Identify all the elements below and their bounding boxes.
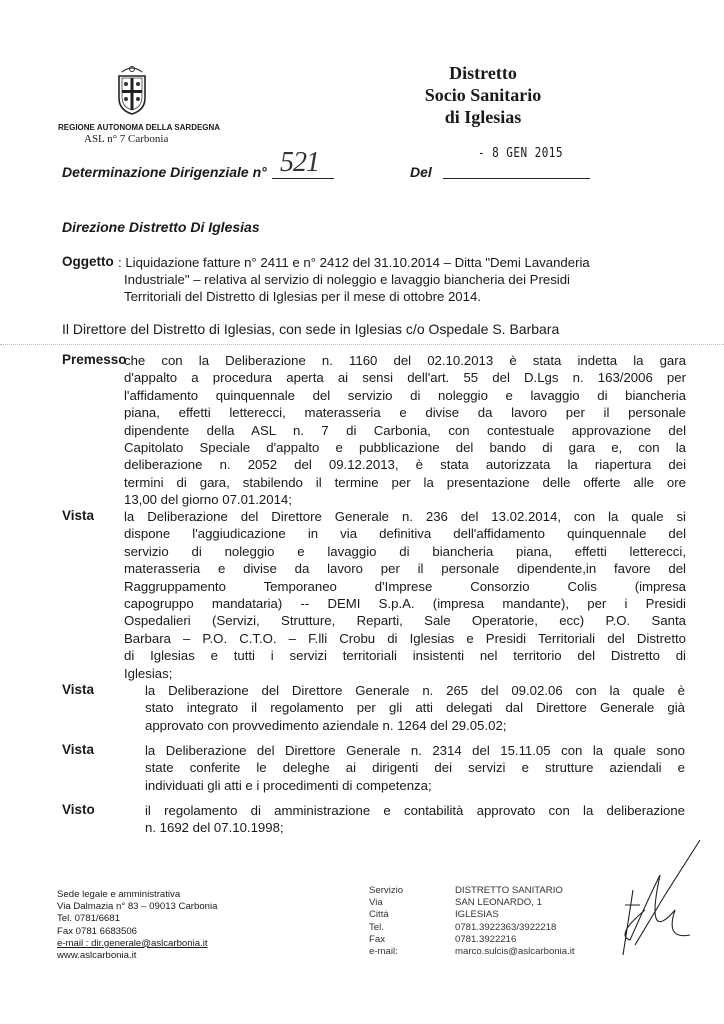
footer-label: Città [369,909,389,921]
direction-heading: Direzione Distretto Di Iglesias [62,219,260,235]
paragraph-line: n. 1692 del 07.10.1998; [145,820,284,836]
footer-label: Servizio [369,885,404,896]
paragraph-line: la Deliberazione del Direttore Generale n. 236 del 13.02.2014, con la quale si [124,509,686,524]
footer-value: 0781.3922363/3922218 [455,921,557,933]
paragraph-line: dispone l'aggiudicazione in via definitiva dell'affidamento quinquennale del [124,526,686,542]
paragraph-line: stato integrato il regolamento per gli atti delegati dal Direttore Generale già [145,700,685,716]
footer-label: Via [369,897,383,909]
paragraph-line: d'appalto a procedura aperta ai sensi dell'art. 55 del D.Lgs n. 163/2006 per [124,370,686,386]
footer-left-line: Tel. 0781/6681 [57,913,120,925]
paragraph-line: Capitolato Speciale d'appalto e pubblicazione del bando di gara e, con la [124,439,686,455]
paragraph-line: capogruppo mandataria) -- DEMI S.p.A. (impresa mandante), per i Presidi [124,595,686,611]
handwritten-signature [605,835,715,965]
footer-service-labels [369,885,403,958]
footer-label: Tel. [369,921,384,933]
footer-left-line: Sede legale e amministrativa [57,889,181,900]
footer-email-link[interactable]: e-mail : dir.generale@aslcarbonia.it [57,937,208,949]
paragraph-line: l'affidamento quinquennale del servizio di noleggio e lavaggio di biancheria [124,387,686,403]
paragraph-line: il regolamento di amministrazione e contabilità approvato con la deliberazione [145,803,685,818]
district-title-line-1: Distretto [449,63,517,83]
subject-line: : Liquidazione fatture n° 2411 e n° 2412 del 31.10.2014 – Ditta "Demi Lavanderia [118,255,590,270]
date-line [443,178,590,179]
region-name: REGIONE AUTONOMA DELLA SARDEGNA [58,123,221,132]
footer-left-line: Fax 0781 6683506 [57,925,138,937]
footer-email-link[interactable]: marco.sulcis@aslcarbonia.it [455,946,575,958]
paragraph-line: la Deliberazione del Direttore Generale n. 2314 del 15.11.05 con la quale sono [145,743,685,758]
paragraph-line: dipendente della ASL n. 7 di Carbonia, con contestuale approvazione del [124,422,686,438]
paragraph-line: individuati gli atti e i procedimenti di competenza; [145,777,432,793]
sardinia-coat-of-arms-logo [114,64,150,116]
paragraph-line: deliberazione n. 2052 del 09.12.2013, è stata autorizzata la riapertura dei [124,457,686,473]
paragraph-line: la Deliberazione del Direttore Generale n. 265 del 09.02.06 con la quale è [145,683,685,698]
subject-line: Industriale" – relativa al servizio di noleggio e lavaggio biancheria dei Presidi [124,272,570,287]
paragraph-line: Ospedalieri (Servizi, Strutture, Reparti, Sale Operatorie, ecc) P.O. Santa [124,613,686,629]
footer-value: 0781.3922216 [455,933,517,945]
paragraph-line: Iglesias; [124,665,173,681]
section-label: Premesso [62,352,127,367]
district-title-line-3: di Iglesias [444,107,522,127]
paragraph-line: di Iglesias e tutti i servizi territoriali insistenti nel territorio del Distretto di [124,648,686,664]
footer-value: IGLESIAS [455,909,499,921]
section-label: Vista [62,742,95,757]
section-paragraph [145,802,685,837]
district-title-line-2: Socio Sanitario [424,85,542,105]
paragraph-line: state conferite le deleghe ai dirigenti dei servizi e strutture aziendali e [145,760,685,776]
paragraph-line: piana, effetti letterecci, materasseria e divise da lavoro per il personale [124,405,686,421]
paragraph-line: 13,00 del giorno 07.01.2014; [124,492,292,508]
section-label: Vista [62,682,95,697]
determination-label: Determinazione Dirigenziale n° [62,164,267,180]
paragraph-line: Raggruppamento Temporaneo d'Imprese Consorzio Colis (impresa [124,578,686,594]
paragraph-line: Barbara – P.O. C.T.O. – F.lli Crobu di Iglesias e Presidi Territoriali del Distretto [124,630,686,646]
footer-service-values [455,885,575,958]
section-paragraph [145,742,685,794]
scan-divider [0,344,724,345]
section-paragraph [124,508,686,682]
subject-text [118,254,590,305]
subject-label: Oggetto [62,254,114,269]
footer-label: Fax [369,933,385,945]
paragraph-line: servizio di noleggio e lavaggio di biancheria piana, effetti letterecci, [124,543,686,559]
paragraph-line: materasseria e divise da lavoro per il personale dipendente,in favore del [124,561,686,577]
del-label: Del [410,164,432,180]
footer-value: DISTRETTO SANITARIO [455,885,563,896]
determination-number: 521 [280,147,319,178]
subject-line: Territoriali del Distretto di Iglesias per il mese di ottobre 2014. [124,289,481,304]
footer-label: e-mail: [369,946,398,958]
section-label: Vista [62,508,95,523]
paragraph-line: approvato con provvedimento aziendale n. 1264 del 29.05.02; [145,717,507,733]
section-paragraph [124,352,686,509]
paragraph-line: che con la Deliberazione n. 1160 del 02.10.2013 è stata indetta la gara [124,353,686,368]
footer-website-link[interactable]: www.aslcarbonia.it [57,950,137,962]
footer-value: SAN LEONARDO, 1 [455,897,542,909]
date-stamp: - 8 GEN 2015 [478,146,563,161]
section-label: Visto [62,802,95,817]
footer-left-line: Via Dalmazia n° 83 – 09013 Carbonia [57,901,218,913]
director-statement: Il Direttore del Distretto di Iglesias, con sede in Iglesias c/o Ospedale S. Barbara [62,321,560,337]
section-paragraph [145,682,685,734]
paragraph-line: termini di gara, stabilendo il termine per la presentazione delle offerte alle ore [124,474,686,490]
footer-legal-office [57,889,217,962]
asl-name: ASL n° 7 Carbonia [84,133,169,145]
